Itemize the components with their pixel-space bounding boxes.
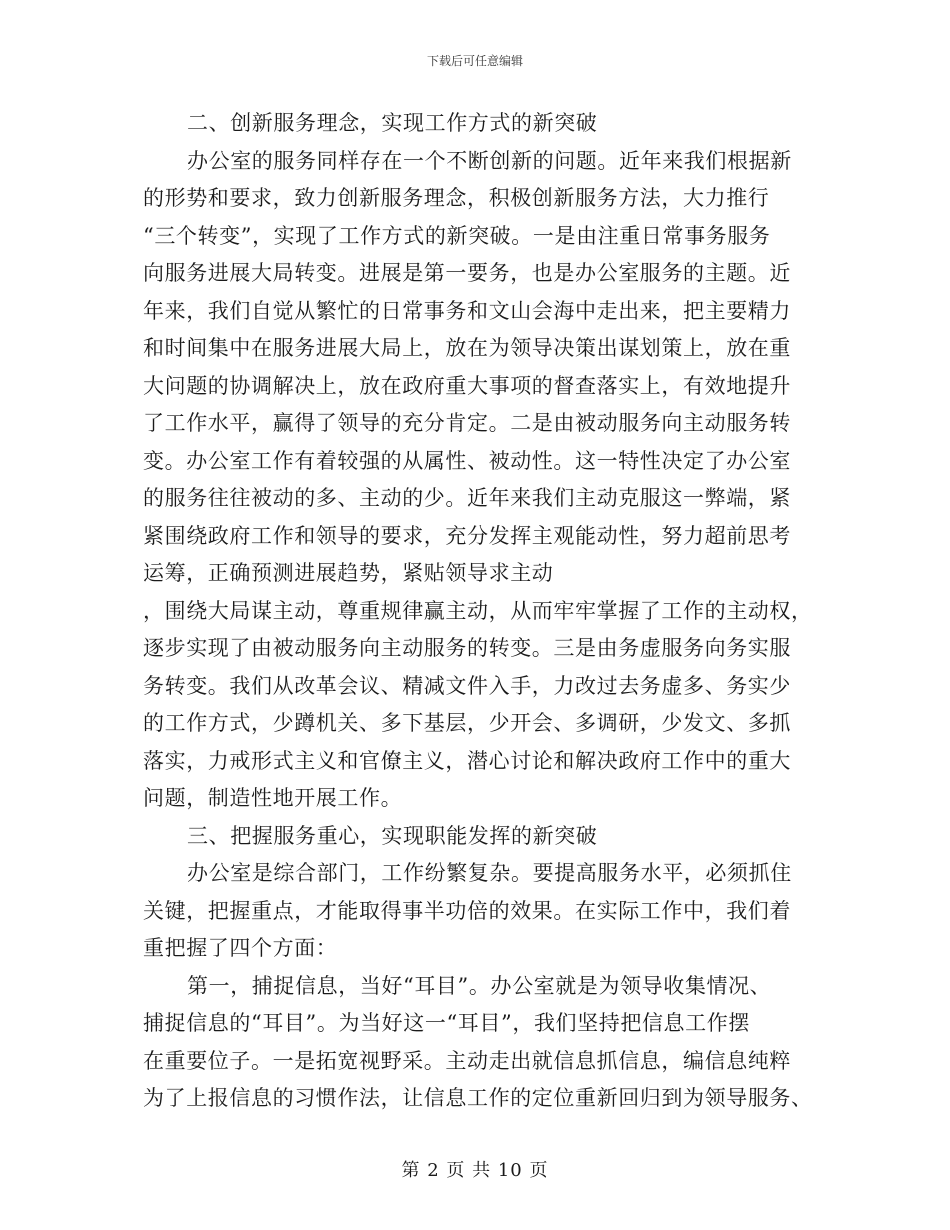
paragraph-line: 重把握了四个方面： — [143, 936, 338, 960]
paragraph-line: 在重要位子。一是拓宽视野采。主动走出就信息抓信息，编信息纯粹 — [143, 1048, 791, 1073]
paragraph-line: 关键，把握重点，才能取得事半功倍的效果。在实际工作中，我们着 — [143, 898, 791, 923]
paragraph-line: 紧围绕政府工作和领导的要求，充分发挥主观能动性，努力超前思考 — [143, 523, 791, 548]
document-body — [143, 105, 833, 1118]
paragraph-line: 的服务往往被动的多、主动的少。近年来我们主动克服这一弊端，紧 — [143, 486, 791, 510]
paragraph-line: 变。办公室工作有着较强的从属性、被动性。这一特性决定了办公室 — [143, 448, 791, 473]
paragraph-line: 年来，我们自觉从繁忙的日常事务和文山会海中走出来，把主要精力 — [143, 298, 791, 323]
paragraph-line: 办公室是综合部门，工作纷繁复杂。要提高服务水平，必须抓住 — [187, 861, 792, 885]
paragraph-line: 办公室的服务同样存在一个不断创新的问题。近年来我们根据新 — [187, 148, 792, 173]
paragraph-line: 运筹，正确预测进展趋势，紧贴领导求主动 — [143, 561, 554, 585]
paragraph-line: 向服务进展大局转变。进展是第一要务，也是办公室服务的主题。近 — [143, 261, 791, 285]
paragraph-line: 为了上报信息的习惯作法，让信息工作的定位重新回归到为领导服务、 — [143, 1086, 813, 1110]
paragraph-line: 的工作方式，少蹲机关、多下基层，少开会、多调研，少发文、多抓 — [143, 711, 791, 735]
section-heading: 三、把握服务重心，实现职能发挥的新突破 — [187, 823, 598, 848]
paragraph-line: “三个转变”，实现了工作方式的新突破。一是由注重日常事务服务 — [143, 223, 771, 248]
page-footer: 第 2 页 共 10 页 — [401, 1160, 549, 1181]
paragraph-line: 第一，捕捉信息，当好“耳目”。办公室就是为领导收集情况、 — [187, 973, 772, 998]
paragraph-line: 问题，制造性地开展工作。 — [143, 786, 403, 810]
paragraph-line: 逐步实现了由被动服务向主动服务的转变。三是由务虚服务向务实服 — [143, 636, 791, 660]
paragraph-line: 务转变。我们从改革会议、精减文件入手，力改过去务虚多、务实少 — [143, 673, 791, 698]
paragraph-line: 捕捉信息的“耳目”。为当好这一“耳目”，我们坚持把信息工作摆 — [143, 1011, 750, 1035]
paragraph-line: 大问题的协调解决上，放在政府重大事项的督查落实上，有效地提升 — [143, 373, 791, 398]
paragraph-line: 落实，力戒形式主义和官僚主义，潜心讨论和解决政府工作中的重大 — [143, 748, 791, 773]
paragraph-line: ，围绕大局谋主动，尊重规律赢主动，从而牢牢掌握了工作的主动权， — [143, 598, 813, 623]
paragraph-line: 和时间集中在服务进展大局上，放在为领导决策出谋划策上，放在重 — [143, 336, 791, 360]
paragraph-line: 了工作水平，赢得了领导的充分肯定。二是由被动服务向主动服务转 — [143, 411, 791, 435]
section-heading: 二、创新服务理念，实现工作方式的新突破 — [187, 111, 598, 135]
paragraph-line: 的形势和要求，致力创新服务理念，积极创新服务方法，大力推行 — [143, 186, 770, 210]
page-header: 下载后可任意编辑 — [426, 54, 523, 68]
